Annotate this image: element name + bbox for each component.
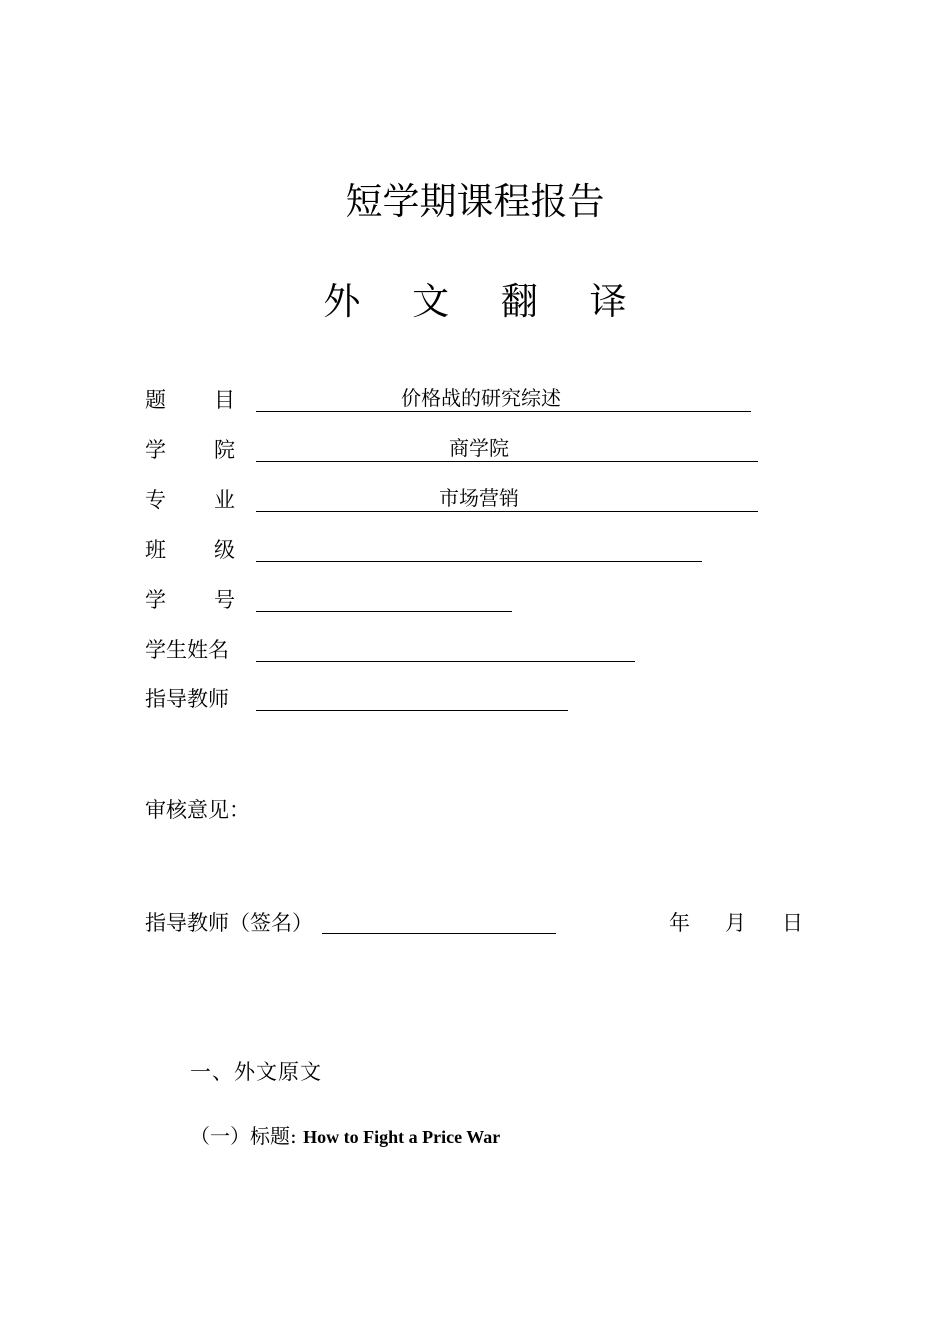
signature-label: 指导教师（签名） [145,911,313,935]
major-label-a: 专 [145,488,166,512]
page-title: 短学期课程报告 [345,180,605,223]
topic-label-b: 目 [214,388,235,412]
subsection-heading [190,1122,500,1151]
advisor-field[interactable] [256,684,568,711]
student-id-label-b: 号 [214,588,235,612]
student-id-label-a: 学 [145,588,166,612]
topic-label [145,386,235,414]
major-label-b: 业 [214,488,235,512]
major-label [145,486,235,514]
student-name-label: 学生姓名 [145,638,229,662]
subsection-title: How to Fight a Price War [303,1127,501,1147]
class-label-a: 班 [145,538,166,562]
subtitle-char: 译 [589,280,627,323]
college-label-b: 院 [214,438,235,462]
date-year: 年 [669,911,690,935]
topic-value: 价格战的研究综述 [401,386,561,410]
college-label-a: 学 [145,438,166,462]
student-id-label [145,586,235,614]
major-value: 市场营销 [439,486,519,510]
topic-label-a: 题 [145,388,166,412]
student-name-field[interactable] [256,635,635,662]
review-label: 审核意见： [145,798,250,822]
student-id-field[interactable] [256,585,512,612]
date-month: 月 [725,911,746,935]
subtitle-char: 翻 [500,280,538,323]
advisor-label: 指导教师 [145,687,229,711]
class-label [145,536,235,564]
page-subtitle [0,278,950,326]
major-field[interactable] [256,485,758,512]
subtitle-char: 文 [412,280,450,323]
college-value: 商学院 [449,436,509,460]
topic-field[interactable] [256,385,751,412]
class-label-b: 级 [214,538,235,562]
college-label [145,436,235,464]
date-day: 日 [782,911,803,935]
college-field[interactable] [256,435,758,462]
class-field[interactable] [256,535,702,562]
subtitle-char: 外 [323,280,361,323]
signature-field[interactable] [322,909,556,934]
subsection-prefix: （一）标题: [190,1124,297,1148]
section-heading: 一、外文原文 [190,1060,322,1084]
